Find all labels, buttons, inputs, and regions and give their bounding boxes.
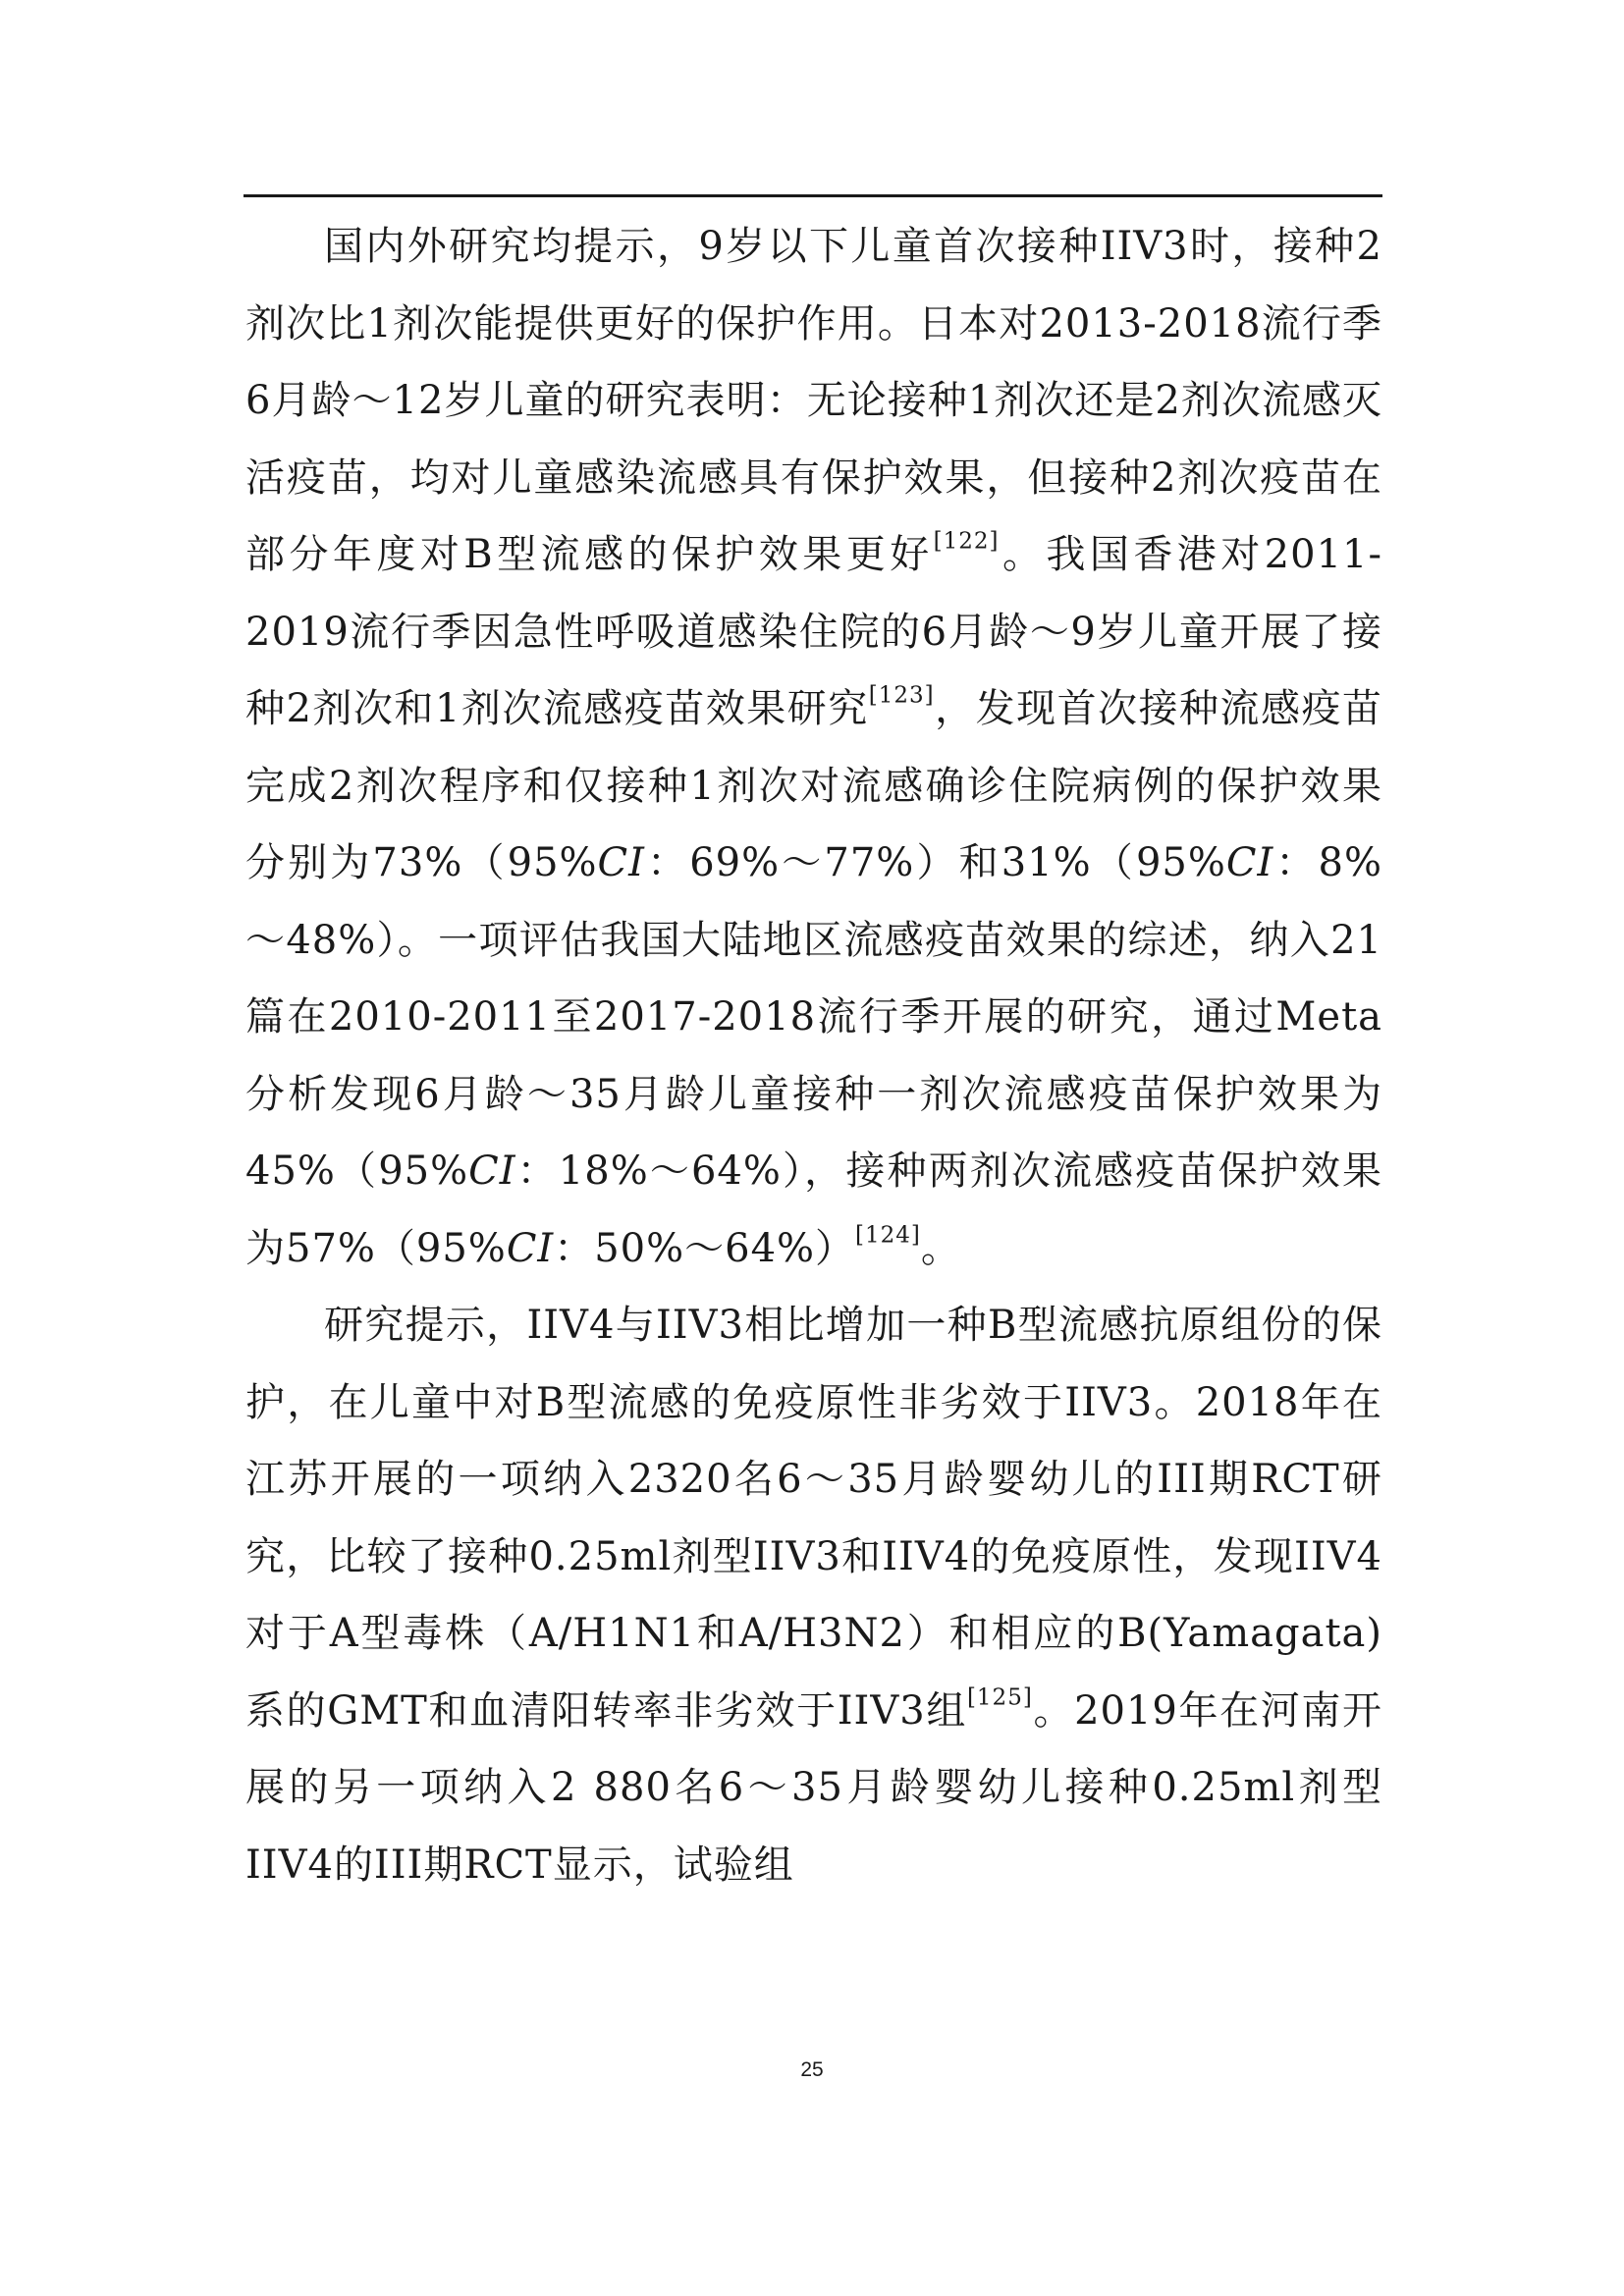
text-run: 。我国香港对2011-2019流行季因急性呼吸道感染住院的6月龄～9岁儿童开展了接种2剂次和1剂次流感疫苗效果研究 <box>245 532 1382 731</box>
citation-ref: [124] <box>855 1221 921 1248</box>
ci-abbreviation: CI <box>506 1225 555 1271</box>
text-run: ：18%～64%），接种两剂次流感疫苗保护效果为57%（95% <box>245 1148 1383 1271</box>
text-run: ，发现首次接种流感疫苗完成2剂次程序和仅接种1剂次对流感确诊住院病例的保护效果分别为73%（95% <box>245 686 1383 885</box>
citation-ref: [125] <box>966 1683 1033 1710</box>
text-run: ：8%～48%）。一项评估我国大陆地区流感疫苗效果的综述，纳入21篇在2010-2011至2017-2018流行季开展的研究，通过Meta分析发现6月龄～35月龄儿童接种一剂次流感疫苗保护效果为45%（95% <box>245 840 1383 1194</box>
page-number: 25 <box>800 2058 824 2081</box>
ci-abbreviation: CI <box>1225 840 1274 885</box>
citation-ref: [123] <box>868 682 935 709</box>
text-run: 。2019年在河南开展的另一项纳入2 880名6～35月龄婴幼儿接种0.25ml剂型IIV4的III期RCT显示，试验组 <box>245 1687 1383 1888</box>
ci-abbreviation: CI <box>597 840 645 885</box>
ci-abbreviation: CI <box>468 1148 516 1194</box>
paragraph-iiv4-immunogenicity <box>245 1287 1382 1903</box>
text-run: 研究提示，IIV4与IIV3相比增加一种B型流感抗原组份的保护，在儿童中对B型流感的免疫原性非劣效于IIV3。2018年在江苏开展的一项纳入2320名6～35月龄婴幼儿的III期RCT研究，比较了接种0.25ml剂型IIV3和IIV4的免疫原性，发现IIV4对于A型毒株（A/H1N1和A/H3N2）和相应的B(Yamagata)系的GMT和血清阳转率非劣效于IIV3组 <box>245 1303 1382 1734</box>
text-run: 。 <box>920 1225 961 1271</box>
text-run: 国内外研究均提示，9岁以下儿童首次接种IIV3时，接种2剂次比1剂次能提供更好的保护作用。日本对2013-2018流行季6月龄～12岁儿童的研究表明：无论接种1剂次还是2剂次流感灭活疫苗，均对儿童感染流感具有保护效果，但接种2剂次疫苗在部分年度对B型流感的保护效果更好 <box>245 224 1382 577</box>
paragraph-vaccine-dose-effectiveness <box>245 208 1382 1287</box>
text-run: ：50%～64%） <box>554 1225 856 1271</box>
citation-ref: [122] <box>933 528 1000 555</box>
document-body <box>245 208 1382 1903</box>
header-rule <box>244 194 1382 197</box>
text-run: ：69%～77%）和31%（95% <box>644 840 1226 885</box>
